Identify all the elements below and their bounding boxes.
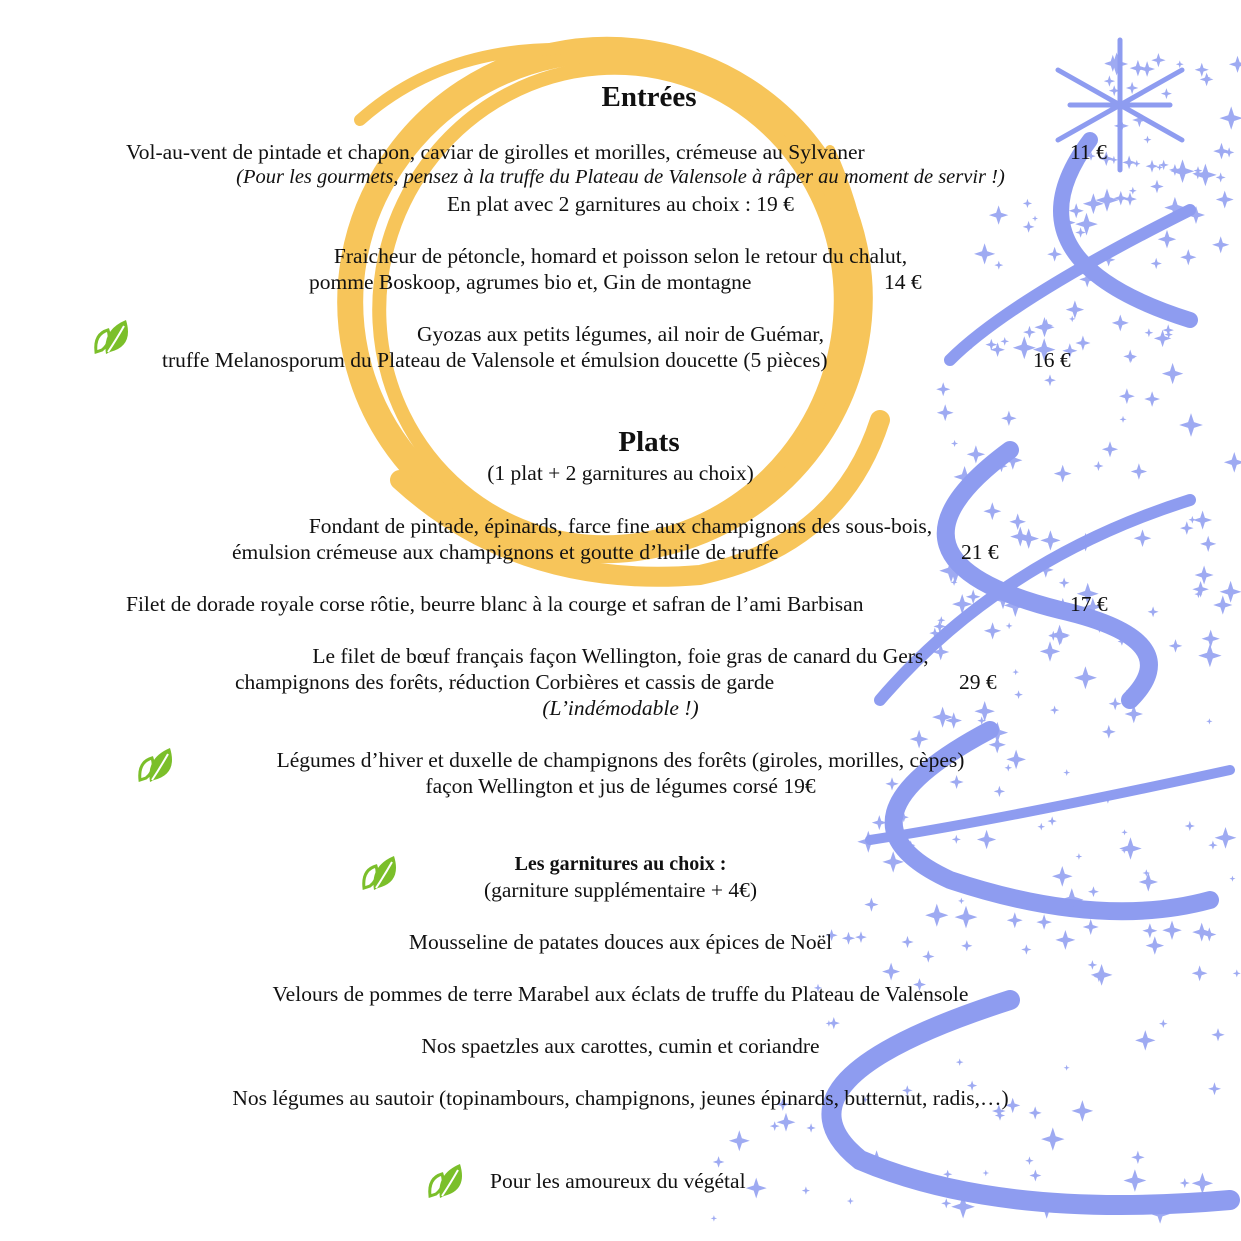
snowflake-icon <box>941 1198 951 1208</box>
garniture-item: Mousseline de patates douces aux épices de Noël <box>408 930 833 954</box>
snowflake-icon <box>828 1017 840 1029</box>
snowflake-icon <box>1120 416 1127 423</box>
snowflake-icon <box>1195 566 1214 585</box>
snowflake-icon <box>983 1170 990 1177</box>
snowflake-icon <box>1131 1151 1144 1164</box>
menu-item-fondant-line2: émulsion crémeuse aux champignons et goutte d’huile de truffe <box>232 540 779 564</box>
snowflake-icon <box>1151 53 1165 67</box>
snowflake-icon <box>1066 300 1084 318</box>
menu-item-vol-au-vent: Vol-au-vent de pintade et chapon, caviar de girolles et morilles, crémeuse au Sylvaner <box>126 140 865 164</box>
snowflake-icon <box>910 730 929 749</box>
menu-item-legumes-line2: façon Wellington et jus de légumes corsé 19€ <box>425 774 816 798</box>
section-title-entrees: Entrées <box>601 81 697 113</box>
menu-item-fraicheur-line2: pomme Boskoop, agrumes bio et, Gin de montagne <box>309 270 752 294</box>
menu-item-fondant-line1: Fondant de pintade, épinards, farce fine aux champignons des sous-bois, <box>308 514 933 538</box>
snowflake-icon <box>882 963 900 981</box>
menu-item-price: 14 € <box>884 270 922 294</box>
snowflake-icon <box>1180 1178 1190 1188</box>
snowflake-icon <box>729 1130 750 1151</box>
menu-item-detail: En plat avec 2 garnitures au choix : 19 € <box>447 192 794 216</box>
garniture-item: Nos légumes au sautoir (topinambours, champignons, jeunes épinards, butternut, radis,…) <box>232 1086 1009 1110</box>
snowflake-icon <box>1233 969 1241 977</box>
menu-item-price: 16 € <box>1033 348 1071 372</box>
snowflake-icon <box>952 835 961 844</box>
snowflake-icon <box>746 1178 767 1199</box>
snowflake-icon <box>713 1156 725 1168</box>
snowflake-icon <box>1036 914 1052 930</box>
snowflake-icon <box>956 1058 964 1066</box>
snowflake-icon <box>937 616 945 624</box>
menu-item-dorade: Filet de dorade royale corse rôtie, beurre blanc à la courge et safran de l’ami Barbisan <box>126 592 864 616</box>
snowflake-icon <box>1124 1169 1147 1192</box>
snowflake-icon <box>1064 1065 1070 1071</box>
snowflake-icon <box>1162 363 1183 384</box>
snowflake-icon <box>1159 1019 1168 1028</box>
menu-item-gyozas-line2: truffe Melanosporum du Plateau de Valensole et émulsion doucette (5 pièces) <box>162 348 828 372</box>
menu-item-fraicheur-line1: Fraicheur de pétoncle, homard et poisson selon le retour du chalut, <box>333 244 908 268</box>
snowflake-icon <box>937 404 954 421</box>
snowflake-icon <box>1213 143 1230 160</box>
leaf-icon <box>426 1160 470 1204</box>
snowflake-icon <box>1041 1127 1064 1150</box>
menu-item-price: 21 € <box>961 540 999 564</box>
menu-item-price: 29 € <box>959 670 997 694</box>
snowflake-icon <box>1121 829 1127 835</box>
snowflake-icon <box>1007 912 1023 928</box>
snowflake-icon <box>1053 629 1069 645</box>
snowflake-icon <box>1059 578 1070 589</box>
snowflake-icon <box>1037 823 1045 831</box>
snowflake-icon <box>925 904 948 927</box>
snowflake-icon <box>1143 136 1151 144</box>
menu-item-note: (L’indémodable !) <box>542 696 699 720</box>
menu-item-price: 11 € <box>1070 140 1107 164</box>
section-title-garnitures: Les garnitures au choix : <box>514 853 727 875</box>
snowflake-icon <box>1102 725 1116 739</box>
menu-item-boeuf-line1: Le filet de bœuf français façon Wellington, foie gras de canard du Gers, <box>312 644 929 668</box>
snowflake-icon <box>1075 227 1086 238</box>
snowflake-icon <box>1224 147 1234 157</box>
menu-item-price: 17 € <box>1070 592 1108 616</box>
menu-item-boeuf-line2: champignons des forêts, réduction Corbières et cassis de garde <box>235 670 775 694</box>
legend-label: Pour les amoureux du végétal <box>490 1169 746 1193</box>
snowflake-icon <box>1001 411 1016 426</box>
snowflake-icon <box>1074 666 1097 689</box>
snowflake-icon <box>806 1123 815 1132</box>
snowflake-icon <box>1123 350 1137 364</box>
snowflake-icon <box>936 382 950 396</box>
snowflake-icon <box>955 906 978 929</box>
snowflake-icon <box>711 1215 717 1222</box>
snowflake-icon <box>1044 374 1056 386</box>
snowflake-icon <box>1176 60 1184 68</box>
snowflake-icon <box>1215 827 1237 849</box>
snowflake-icon <box>1192 1173 1213 1194</box>
section-title-plats: Plats <box>618 426 680 458</box>
snowflake-icon <box>1144 391 1160 407</box>
snowflake-icon <box>1023 221 1035 233</box>
snowflake-icon <box>1029 1170 1041 1182</box>
snowflake-icon <box>1088 960 1098 970</box>
snowflake-icon <box>872 815 887 830</box>
snowflake-icon <box>984 622 1001 639</box>
snowflake-icon <box>1110 156 1118 164</box>
menu-item-gyozas-line1: Gyozas aux petits légumes, ail noir de Guémar, <box>417 322 824 346</box>
snowflake-icon <box>1139 61 1155 77</box>
snowflake-icon <box>1148 606 1159 617</box>
menu-item-legumes-line1: Légumes d’hiver et duxelle de champignons des forêts (giroles, morilles, cèpes) <box>276 748 965 772</box>
snowflake-icon <box>1208 841 1217 850</box>
snowflake-icon <box>1192 965 1208 981</box>
snowflake-icon <box>1185 821 1195 831</box>
section-subtitle-garnitures: (garniture supplémentaire + 4€) <box>483 878 757 902</box>
snowflake-icon <box>802 1186 810 1194</box>
snowflake-icon <box>1192 581 1209 598</box>
snowflake-icon <box>1025 1156 1034 1165</box>
snowflake-icon <box>1048 816 1057 825</box>
snowflake-icon <box>977 830 996 849</box>
section-subtitle-plats: (1 plat + 2 garnitures au choix) <box>487 461 754 485</box>
snowflake-icon <box>1105 53 1128 76</box>
garniture-item: Nos spaetzles aux carottes, cumin et coriandre <box>421 1034 820 1058</box>
garniture-item: Velours de pommes de terre Marabel aux éclats de truffe du Plateau de Valensole <box>272 982 969 1006</box>
snowflake-icon <box>777 1113 796 1132</box>
snowflake-icon <box>1013 669 1019 675</box>
snowflake-icon <box>1006 622 1013 629</box>
snowflake-icon <box>1229 56 1241 73</box>
menu-item-note: (Pour les gourmets, pensez à la truffe du Plateau de Valensole à râper au moment de servir !) <box>236 166 1005 188</box>
snowflake-icon <box>847 1198 854 1205</box>
snowflake-icon <box>1119 388 1135 404</box>
